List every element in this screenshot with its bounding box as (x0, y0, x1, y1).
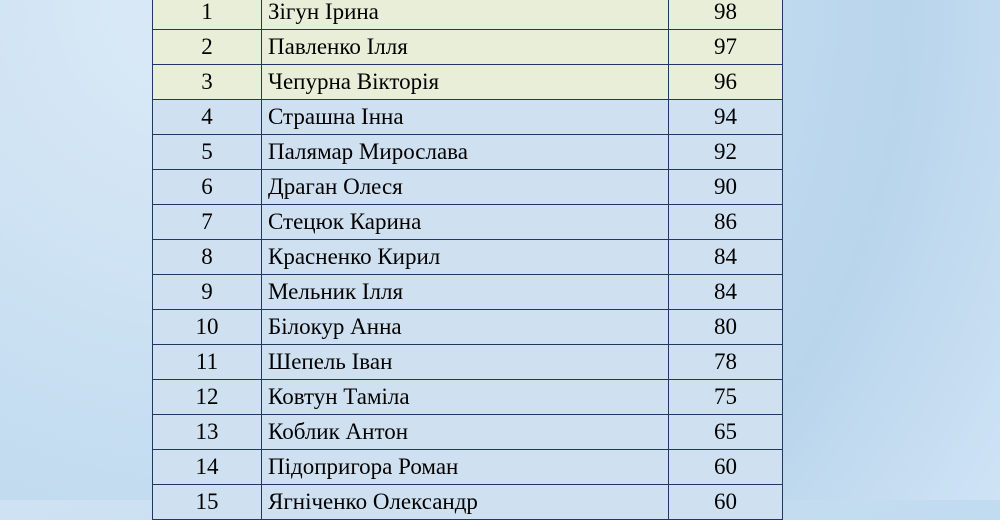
table-row (153, 0, 783, 30)
rank-cell: 2 (153, 30, 262, 65)
ranking-table (152, 0, 783, 520)
score-cell: 90 (669, 170, 783, 205)
rank-cell: 6 (153, 170, 262, 205)
score-cell: 97 (669, 30, 783, 65)
name-cell: Чепурна Вікторія (262, 65, 669, 100)
name-cell: Стецюк Карина (262, 205, 669, 240)
table-row (153, 65, 783, 100)
table-row (153, 135, 783, 170)
score-cell: 92 (669, 135, 783, 170)
name-cell: Драган Олеся (262, 170, 669, 205)
score-cell: 84 (669, 240, 783, 275)
rank-cell: 7 (153, 205, 262, 240)
ranking-table-body (153, 0, 783, 520)
name-cell: Шепель Іван (262, 345, 669, 380)
score-cell: 78 (669, 345, 783, 380)
name-cell: Ковтун Таміла (262, 380, 669, 415)
score-cell: 80 (669, 310, 783, 345)
table-row (153, 485, 783, 520)
ranking-table-container (152, 0, 745, 520)
rank-cell: 1 (153, 0, 262, 30)
table-row (153, 415, 783, 450)
name-cell: Зігун Ірина (262, 0, 669, 30)
score-cell: 75 (669, 380, 783, 415)
rank-cell: 8 (153, 240, 262, 275)
rank-cell: 13 (153, 415, 262, 450)
score-cell: 65 (669, 415, 783, 450)
score-cell: 96 (669, 65, 783, 100)
table-row (153, 170, 783, 205)
score-cell: 98 (669, 0, 783, 30)
name-cell: Ягніченко Олександр (262, 485, 669, 520)
rank-cell: 10 (153, 310, 262, 345)
rank-cell: 12 (153, 380, 262, 415)
score-cell: 86 (669, 205, 783, 240)
name-cell: Павленко Ілля (262, 30, 669, 65)
rank-cell: 4 (153, 100, 262, 135)
table-row (153, 205, 783, 240)
table-row (153, 240, 783, 275)
table-row (153, 310, 783, 345)
name-cell: Страшна Інна (262, 100, 669, 135)
rank-cell: 14 (153, 450, 262, 485)
table-row (153, 30, 783, 65)
rank-cell: 9 (153, 275, 262, 310)
rank-cell: 3 (153, 65, 262, 100)
table-row (153, 450, 783, 485)
name-cell: Підопригора Роман (262, 450, 669, 485)
score-cell: 94 (669, 100, 783, 135)
table-row (153, 380, 783, 415)
name-cell: Мельник Ілля (262, 275, 669, 310)
rank-cell: 11 (153, 345, 262, 380)
table-row (153, 345, 783, 380)
table-row (153, 275, 783, 310)
name-cell: Красненко Кирил (262, 240, 669, 275)
rank-cell: 15 (153, 485, 262, 520)
table-row (153, 100, 783, 135)
score-cell: 60 (669, 485, 783, 520)
score-cell: 84 (669, 275, 783, 310)
rank-cell: 5 (153, 135, 262, 170)
name-cell: Коблик Антон (262, 415, 669, 450)
score-cell: 60 (669, 450, 783, 485)
name-cell: Палямар Мирослава (262, 135, 669, 170)
name-cell: Білокур Анна (262, 310, 669, 345)
